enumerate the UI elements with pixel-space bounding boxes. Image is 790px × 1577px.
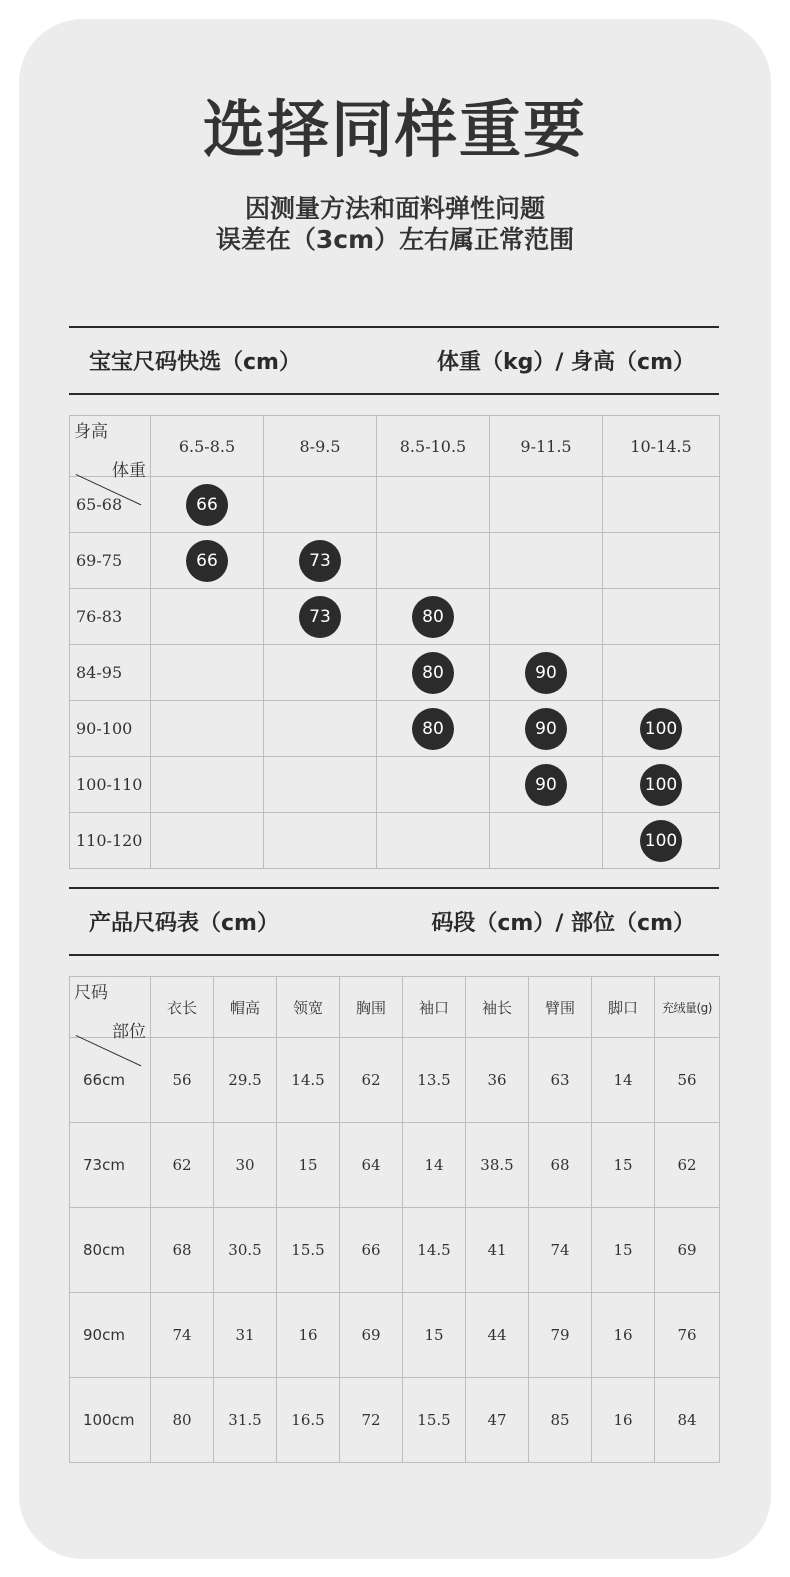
table-cell: 62 [151, 1123, 214, 1208]
quick-select-axis-label: 体重（kg）/ 身高（cm） [436, 350, 695, 375]
header-row [70, 977, 720, 1038]
table-cell [377, 701, 490, 757]
weight-column-header: 10-14.5 [603, 416, 720, 477]
table-cell: 30 [214, 1123, 277, 1208]
table-cell [151, 645, 264, 701]
table-cell [151, 533, 264, 589]
size-badge: 80 [412, 652, 454, 694]
measurement-column-header: 衣长 [151, 977, 214, 1038]
table-cell [603, 813, 720, 869]
quick-select-heading: 宝宝尺码快选（cm） [89, 350, 301, 375]
table-cell: 79 [529, 1293, 592, 1378]
table-cell [490, 813, 603, 869]
table-cell: 16 [592, 1293, 655, 1378]
table-cell: 76 [655, 1293, 720, 1378]
weight-column-header: 6.5-8.5 [151, 416, 264, 477]
table-cell: 14 [403, 1123, 466, 1208]
table-cell: 63 [529, 1038, 592, 1123]
table-cell [264, 645, 377, 701]
table-row [70, 1293, 720, 1378]
table-cell: 30.5 [214, 1208, 277, 1293]
table-cell: 74 [529, 1208, 592, 1293]
table-cell [603, 645, 720, 701]
table-cell: 62 [655, 1123, 720, 1208]
table-cell [490, 757, 603, 813]
divider [69, 887, 719, 889]
height-row-label: 84-95 [70, 645, 151, 701]
corner-column-label: 体重 [112, 461, 146, 481]
table-cell [490, 477, 603, 533]
table-cell: 15 [592, 1208, 655, 1293]
corner-row-label: 尺码 [74, 983, 108, 1003]
table-cell: 44 [466, 1293, 529, 1378]
size-row-label: 80cm [70, 1208, 151, 1293]
table-cell: 14.5 [277, 1038, 340, 1123]
table-cell: 56 [655, 1038, 720, 1123]
table-cell: 74 [151, 1293, 214, 1378]
table-cell [264, 589, 377, 645]
table-cell: 84 [655, 1378, 720, 1463]
size-badge: 66 [186, 484, 228, 526]
table-cell: 14 [592, 1038, 655, 1123]
height-row-label: 110-120 [70, 813, 151, 869]
table-cell: 47 [466, 1378, 529, 1463]
size-badge: 90 [525, 652, 567, 694]
table-cell: 16 [277, 1293, 340, 1378]
table-cell: 13.5 [403, 1038, 466, 1123]
table-cell [151, 477, 264, 533]
table-cell [151, 701, 264, 757]
table-cell: 14.5 [403, 1208, 466, 1293]
table-cell [377, 533, 490, 589]
table-cell: 15.5 [403, 1378, 466, 1463]
table-cell [264, 757, 377, 813]
divider [69, 326, 719, 328]
table-cell [603, 477, 720, 533]
table-cell [377, 757, 490, 813]
table-cell [264, 477, 377, 533]
measurement-column-header: 充绒量(g) [655, 977, 720, 1038]
table-cell: 68 [529, 1123, 592, 1208]
table-cell: 72 [340, 1378, 403, 1463]
height-row-label: 76-83 [70, 589, 151, 645]
table-cell [603, 533, 720, 589]
height-row-label: 90-100 [70, 701, 151, 757]
subtitle-line-2: 误差在（3cm）左右属正常范围 [215, 225, 575, 254]
table-cell [490, 589, 603, 645]
table-row [70, 477, 720, 533]
height-row-label: 65-68 [70, 477, 151, 533]
size-row-label: 90cm [70, 1293, 151, 1378]
table-cell [490, 701, 603, 757]
weight-column-header: 9-11.5 [490, 416, 603, 477]
weight-column-header: 8.5-10.5 [377, 416, 490, 477]
table-cell [264, 533, 377, 589]
table-cell: 68 [151, 1208, 214, 1293]
height-row-label: 100-110 [70, 757, 151, 813]
table-row [70, 533, 720, 589]
height-row-label: 69-75 [70, 533, 151, 589]
table-cell: 62 [340, 1038, 403, 1123]
table-cell: 15.5 [277, 1208, 340, 1293]
measurement-column-header: 脚口 [592, 977, 655, 1038]
table-cell: 56 [151, 1038, 214, 1123]
measurement-column-header: 胸围 [340, 977, 403, 1038]
table-cell [490, 645, 603, 701]
table-cell: 38.5 [466, 1123, 529, 1208]
table-cell [377, 813, 490, 869]
table-row [70, 645, 720, 701]
table-row [70, 589, 720, 645]
measurement-column-header: 领宽 [277, 977, 340, 1038]
table-cell: 85 [529, 1378, 592, 1463]
table-cell [377, 477, 490, 533]
measurement-column-header: 帽高 [214, 977, 277, 1038]
subtitle-line-1: 因测量方法和面料弹性问题 [244, 194, 545, 223]
table-cell: 41 [466, 1208, 529, 1293]
table-cell [377, 645, 490, 701]
measurement-column-header: 臂围 [529, 977, 592, 1038]
size-badge: 100 [640, 764, 682, 806]
table-cell [490, 533, 603, 589]
size-badge: 73 [299, 540, 341, 582]
page-title: 选择同样重要 [202, 93, 587, 166]
table-cell: 80 [151, 1378, 214, 1463]
table-cell: 66 [340, 1208, 403, 1293]
table-cell [603, 589, 720, 645]
table-cell: 16.5 [277, 1378, 340, 1463]
measurement-column-header: 袖长 [466, 977, 529, 1038]
table-cell: 69 [340, 1293, 403, 1378]
size-badge: 66 [186, 540, 228, 582]
divider [69, 393, 719, 395]
table-cell: 29.5 [214, 1038, 277, 1123]
size-badge: 73 [299, 596, 341, 638]
table-cell [377, 589, 490, 645]
table-row [70, 1038, 720, 1123]
table-row [70, 1123, 720, 1208]
size-badge: 80 [412, 596, 454, 638]
measurement-column-header: 袖口 [403, 977, 466, 1038]
table-row [70, 1378, 720, 1463]
table-cell: 64 [340, 1123, 403, 1208]
corner-row-label: 身高 [74, 422, 108, 442]
size-chart-heading: 产品尺码表（cm） [89, 911, 279, 936]
table-row [70, 1208, 720, 1293]
corner-cell [70, 416, 151, 481]
table-cell: 69 [655, 1208, 720, 1293]
table-cell [603, 757, 720, 813]
divider [69, 954, 719, 956]
weight-column-header: 8-9.5 [264, 416, 377, 477]
quick-select-table [69, 415, 720, 869]
table-cell: 31.5 [214, 1378, 277, 1463]
table-cell: 15 [277, 1123, 340, 1208]
table-cell: 16 [592, 1378, 655, 1463]
corner-cell [70, 977, 151, 1042]
size-row-label: 100cm [70, 1378, 151, 1463]
size-badge: 100 [640, 820, 682, 862]
table-cell: 31 [214, 1293, 277, 1378]
table-cell [151, 589, 264, 645]
size-chart-axis-label: 码段（cm）/ 部位（cm） [431, 911, 695, 936]
table-cell [264, 701, 377, 757]
size-row-label: 73cm [70, 1123, 151, 1208]
table-row [70, 757, 720, 813]
table-cell [603, 701, 720, 757]
table-cell [151, 757, 264, 813]
size-row-label: 66cm [70, 1038, 151, 1123]
size-chart-table [69, 976, 720, 1463]
table-row [70, 701, 720, 757]
table-cell: 36 [466, 1038, 529, 1123]
corner-column-label: 部位 [112, 1022, 146, 1042]
size-badge: 80 [412, 708, 454, 750]
table-cell: 15 [403, 1293, 466, 1378]
header-row [70, 416, 720, 477]
table-cell [264, 813, 377, 869]
size-badge: 90 [525, 708, 567, 750]
size-badge: 100 [640, 708, 682, 750]
table-cell: 15 [592, 1123, 655, 1208]
table-cell [151, 813, 264, 869]
size-badge: 90 [525, 764, 567, 806]
table-row [70, 813, 720, 869]
